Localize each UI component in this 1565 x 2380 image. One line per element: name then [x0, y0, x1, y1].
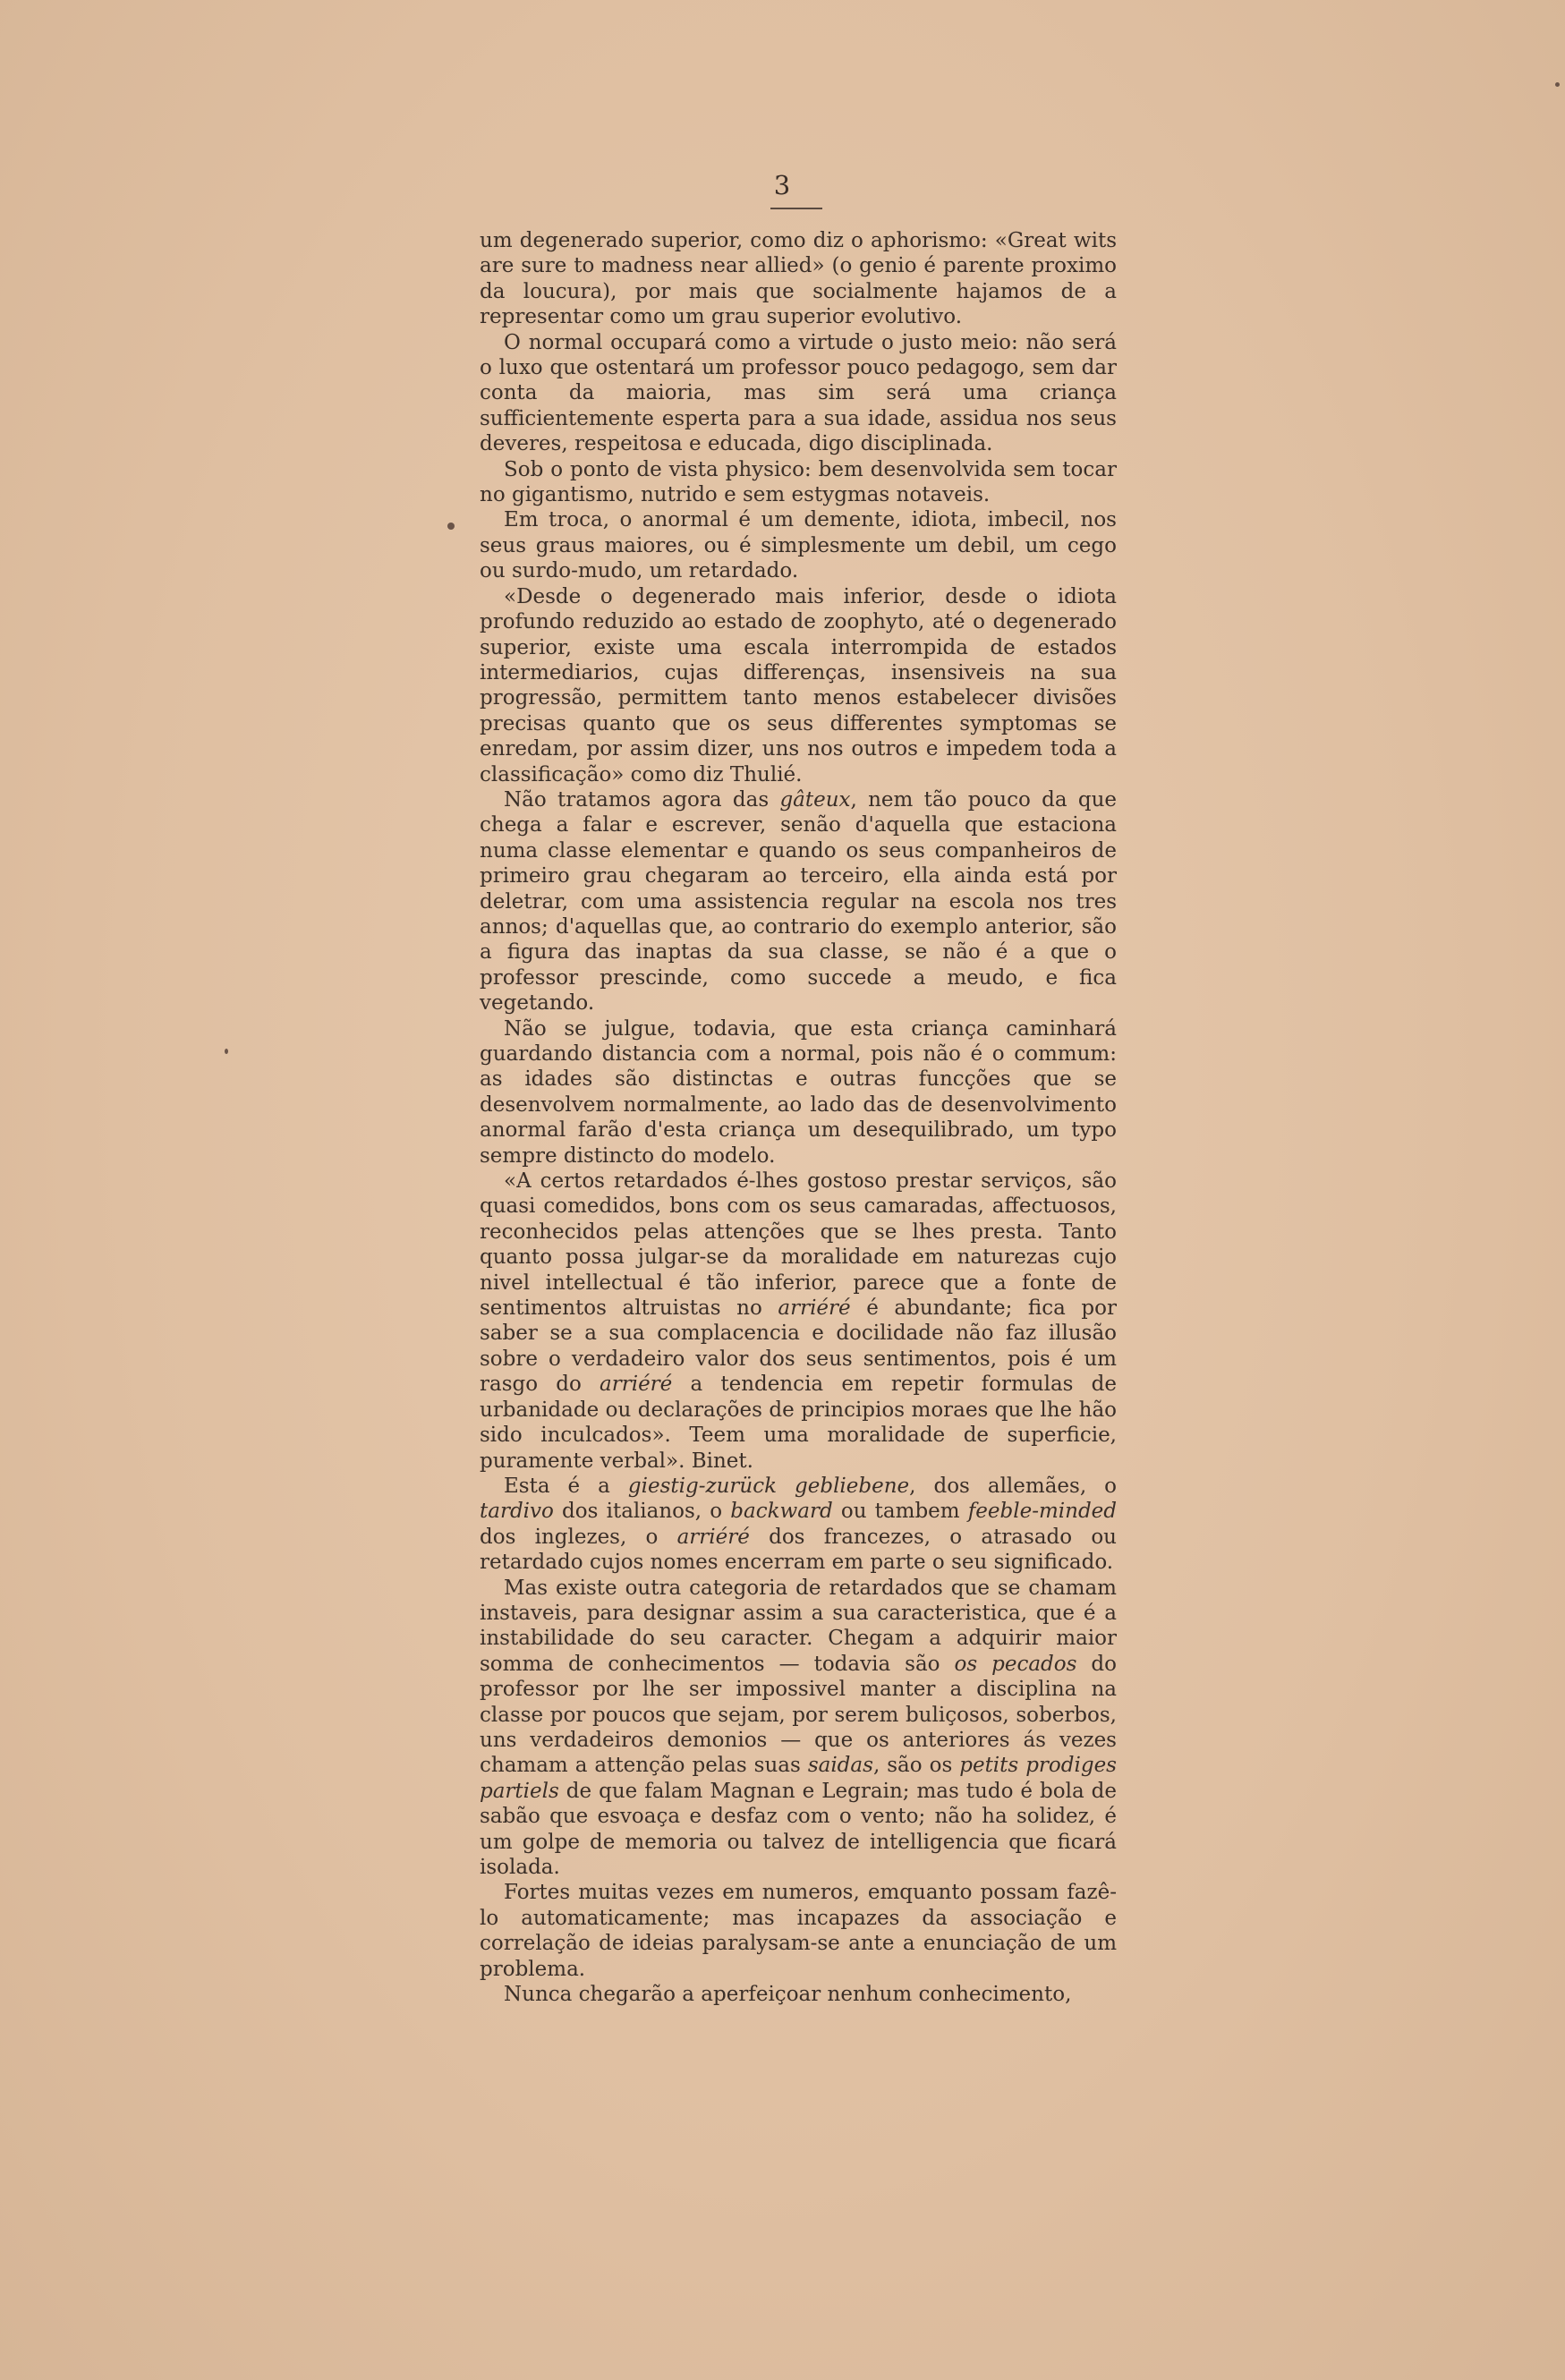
paragraph: «Desde o degenerado mais inferior, desde o idiota profundo reduzido ao estado de zoophyto, até o degenerado superior, existe uma escala interrompida de estados intermediarios, cujas differenças, insensiveis na sua progressão, permittem tanto menos estabelecer divisões precisas quanto que os seus differentes symptomas se enredam, por assim dizer, uns nos outros e impedem toda a classificação» como diz Thulié.	[480, 584, 1117, 786]
ink-speck	[225, 1049, 228, 1054]
page-number-rule	[770, 208, 822, 209]
paragraph: «A certos retardados é-lhes gostoso prestar serviços, são quasi comedidos, bons com os seus camaradas, affectuosos, reconhecidos pelas attenções que se lhes presta. Tanto quanto possa julgar-se da moralidade em naturezas cujo nivel intellectual é tão inferior, parece que a fonte de sentimentos altruistas no arriéré é abundante; fica por saber se a sua complacencia e docilidade não faz illusão sobre o verdadeiro valor dos seus sentimentos, pois é um rasgo do arriéré a tendencia em repetir formulas de urbanidade ou declarações de principios moraes que lhe hão sido inculcados». Teem uma moralidade de superficie, puramente verbal». Binet.	[480, 1169, 1117, 1473]
paragraph: um degenerado superior, como diz o aphorismo: «Great wits are sure to madness near allied» (o genio é parente proximo da loucura), por mais que socialmente hajamos de a representar como um grau superior evolutivo.	[480, 229, 1117, 329]
page-number: 3	[773, 170, 792, 200]
paragraph: Mas existe outra categoria de retardados que se chamam instaveis, para designar assim a sua caracteristica, que é a instabilidade do seu caracter. Chegam a adquirir maior somma de conhecimentos — todavia são os pecados do professor por lhe ser impossivel manter a disciplina na classe por poucos que sejam, por serem buliçosos, soberbos, uns verdadeiros demonios — que os anteriores ás vezes chamam a attenção pelas suas saidas, são os petits prodiges partiels de que falam Magnan e Legrain; mas tudo é bola de sabão que esvoaça e desfaz com o vento; não ha solidez, é um golpe de memoria ou talvez de intelligencia que ficará isolada.	[480, 1576, 1117, 1879]
body-text	[480, 228, 1117, 2007]
paragraph: Nunca chegarão a aperfeiçoar nenhum conhecimento,	[504, 1983, 1072, 2007]
paragraph: O normal occupará como a virtude o justo meio: não será o luxo que ostentará um professor pouco pedagogo, sem dar conta da maioria, mas sim será uma criança sufficientemente esperta para a sua idade, assidua nos seus deveres, respeitosa e educada, digo disciplinada.	[480, 330, 1117, 456]
paragraph: Fortes muitas vezes em numeros, emquanto possam fazê-lo automaticamente; mas incapazes da associação e correlação de ideias paralysam-se ante a enunciação de um problema.	[480, 1881, 1117, 1981]
paragraph: Não se julgue, todavia, que esta criança caminhará guardando distancia com a normal, pois não é o commum: as idades são distinctas e outras funcções que se desenvolvem normalmente, ao lado das de desenvolvimento anormal farão d'esta criança um desequilibrado, um typo sempre distincto do modelo.	[480, 1016, 1117, 1168]
paragraph: Em troca, o anormal é um demente, idiota, imbecil, nos seus graus maiores, ou é simplesmente um debil, um cego ou surdo-mudo, um retardado.	[480, 508, 1117, 583]
ink-speck	[1555, 82, 1560, 87]
paragraph: Esta é a giestig-zurück gebliebene, dos allemães, o tardivo dos italianos, o backward ou tambem feeble-minded dos inglezes, o arriéré dos francezes, o atrasado ou retardado cujos nomes encerram em parte o seu significado.	[480, 1474, 1117, 1575]
paragraph: Não tratamos agora das gâteux, nem tão pouco da que chega a falar e escrever, senão d'aquella que estaciona numa classe elementar e quando os seus companheiros de primeiro grau chegaram ao terceiro, ella ainda está por deletrar, com uma assistencia regular na escola nos tres annos; d'aquellas que, ao contrario do exemplo anterior, são a figura das inaptas da sua classe, se não é a que o professor prescinde, como succede a meudo, e fica vegetando.	[480, 787, 1117, 1016]
ink-speck	[447, 523, 455, 530]
paragraph: Sob o ponto de vista physico: bem desenvolvida sem tocar no gigantismo, nutrido e sem estygmas notaveis.	[480, 457, 1117, 507]
